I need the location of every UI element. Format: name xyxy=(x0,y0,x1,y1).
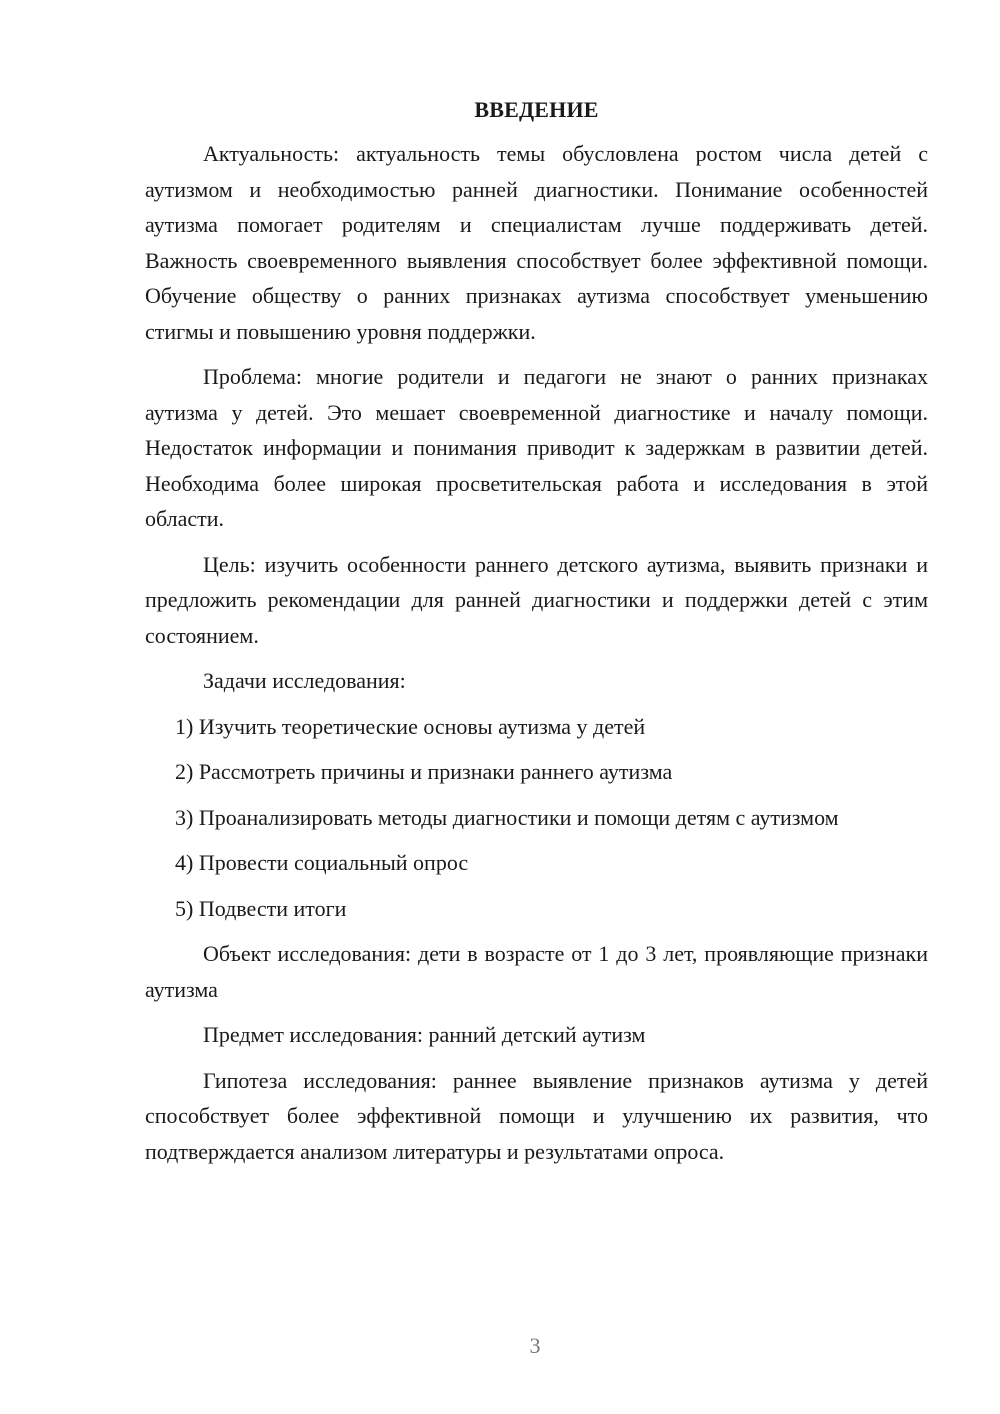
task-item: 3) Проанализировать методы диагностики и помощи детям с аутизмом xyxy=(175,804,839,830)
goal-paragraph: Цель: изучить особенности раннего детского аутизма, выявить признаки и предложить рекомендации для ранней диагностики и поддержки детей с этим состоянием. xyxy=(145,551,928,648)
page-content xyxy=(145,92,928,1179)
task-item: 4) Провести социальный опрос xyxy=(175,850,469,875)
object-paragraph: Объект исследования: дети в возрасте от 1 до 3 лет, проявляющие признаки аутизма xyxy=(145,941,928,1002)
task-item: 1) Изучить теоретические основы аутизма у детей xyxy=(175,713,646,739)
task-item: 2) Рассмотреть причины и признаки раннего аутизма xyxy=(175,759,673,784)
hypothesis-paragraph: Гипотеза исследования: раннее выявление признаков аутизма у детей способствует более эффективной помощи и улучшению их развития, что подтверждается анализом литературы и результатами опроса. xyxy=(145,1067,928,1164)
tasks-heading: Задачи исследования: xyxy=(203,668,406,693)
relevance-paragraph: Актуальность: актуальность темы обусловлена ростом числа детей с аутизмом и необходимостью ранней диагностики. Понимание особенностей аутизма помогает родителям и специалистам лучше поддерживать детей. Важность своевременного выявления способствует более эффективной помощи. Обучение обществу о ранних признаках аутизма способствует уменьшению стигмы и повышению уровня поддержки. xyxy=(145,141,928,344)
task-item: 5) Подвести итоги xyxy=(175,895,347,921)
subject-paragraph: Предмет исследования: ранний детский аутизм xyxy=(203,1022,646,1047)
problem-paragraph: Проблема: многие родители и педагоги не знают о ранних признаках аутизма у детей. Это мешает своевременной диагностике и началу помощи. Недостаток информации и понимания приводит к задержкам в развитии детей. Необходима более широкая просветительская работа и исследования в этой области. xyxy=(145,364,928,531)
page-number: 3 xyxy=(529,1333,541,1358)
section-title: ВВЕДЕНИЕ xyxy=(474,97,599,122)
